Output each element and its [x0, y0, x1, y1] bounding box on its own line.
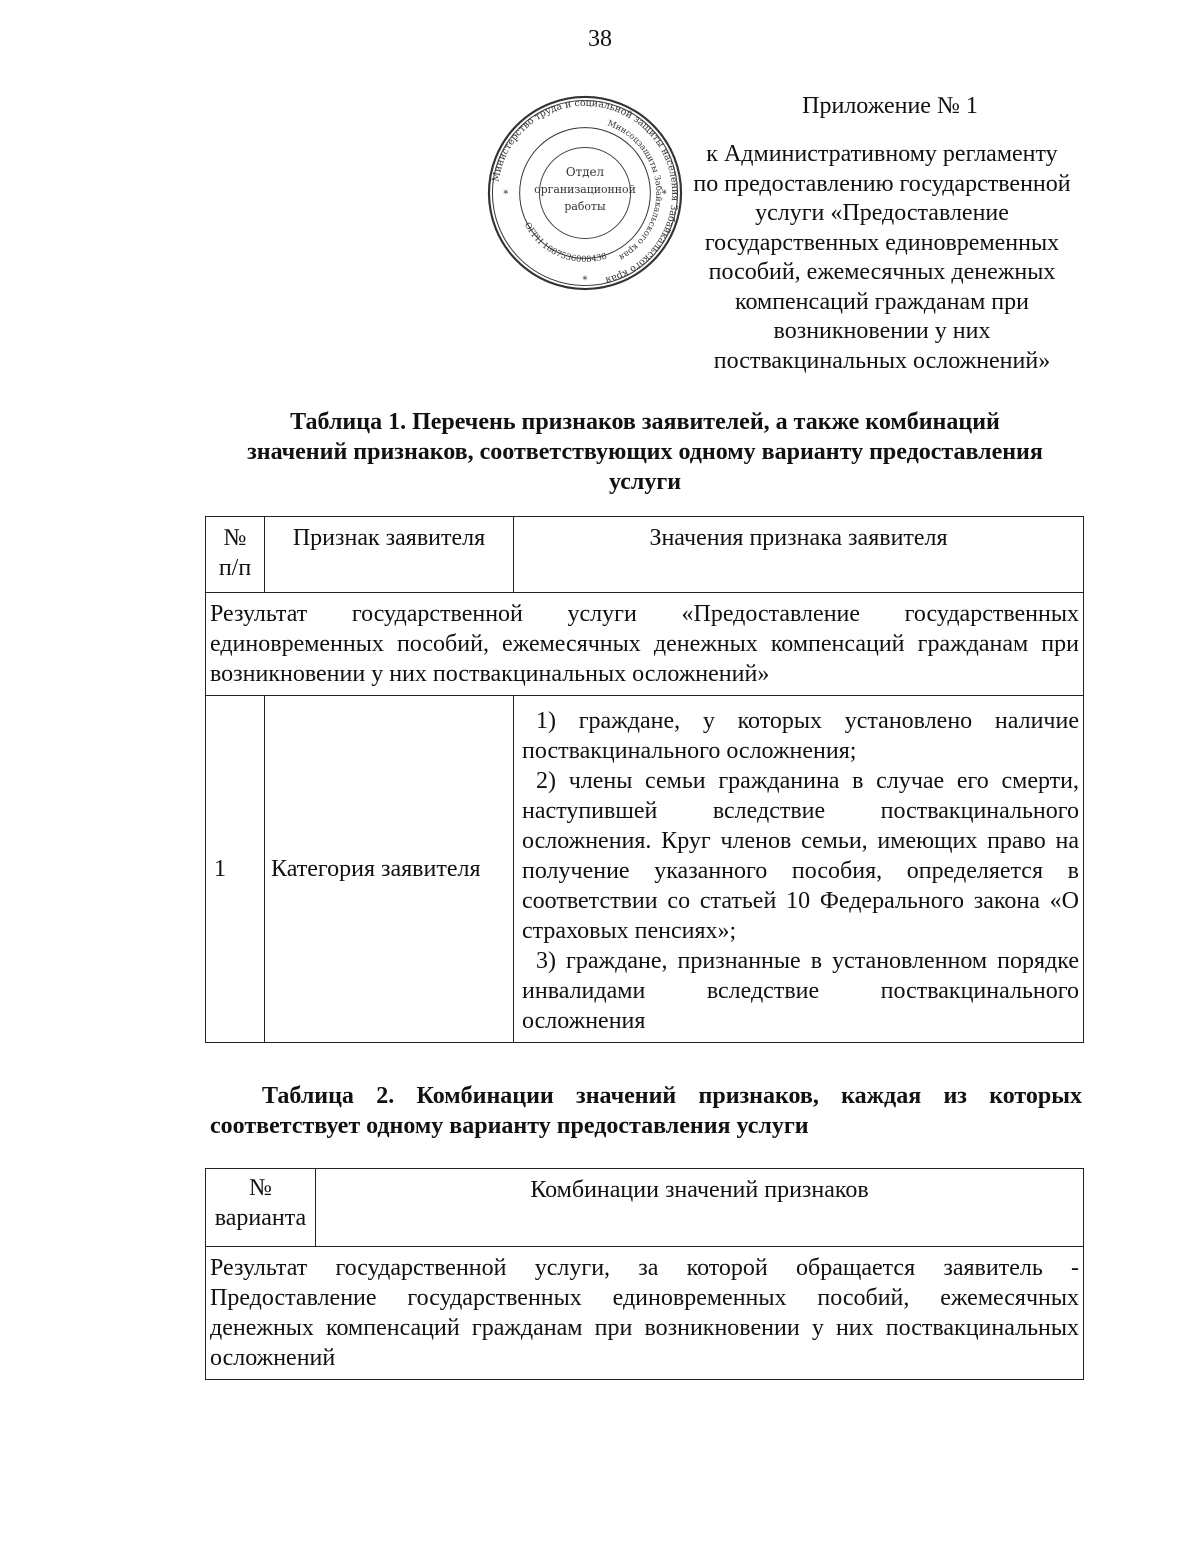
stamp-inner-text: Минсоцзащиты Забайкальского края	[606, 117, 665, 263]
table-1-title-line: значений признаков, соответствующих одному варианту предоставления	[247, 439, 1043, 465]
header-num-line1: №	[223, 525, 247, 551]
table-row	[206, 696, 1084, 1043]
appendix-line: к Административному регламенту	[706, 141, 1058, 167]
stamp-star-right: *	[661, 188, 667, 200]
appendix-line: возникновении у них	[773, 318, 991, 344]
stamp-center-line-3: работы	[564, 199, 606, 213]
table-1-title	[205, 407, 1085, 497]
official-stamp	[486, 94, 684, 292]
table-2-result-row	[206, 1247, 1084, 1380]
stamp-star-left: *	[503, 188, 509, 200]
stamp-outer-text: Министерство труда и социальной защиты населения Забайкальского края	[490, 97, 681, 286]
appendix-line: государственных единовременных	[704, 229, 1060, 256]
table-2-header-row	[206, 1169, 1084, 1247]
table-2-title-text: Таблица 2. Комбинации значений признаков, каждая из которых соответствует одному варианту предоставления услуги	[210, 1083, 1082, 1139]
header-variant-line2: варианта	[214, 1205, 307, 1231]
result-text: Результат государственной услуги, за которой обращается заявитель - Предоставление государственных единовременных пособий, ежемесячных денежных компенсаций гражданам при возникновении у них поствакцинальных осложнений	[206, 1247, 1084, 1380]
header-attribute: Признак заявителя	[265, 517, 514, 593]
value-item: 3) граждане, признанные в установленном порядке инвалидами вследствие поствакцинального осложнения	[522, 948, 1079, 1034]
appendix-line: компенсаций гражданам при	[735, 288, 1029, 315]
result-text: Результат государственной услуги «Предоставление государственных единовременных пособий, ежемесячных денежных компенсаций гражданам при возникновении у них поствакцинальных осложнений»	[206, 593, 1084, 696]
appendix-line: по предоставлению государственной	[693, 170, 1071, 197]
appendix-title: Приложение № 1	[802, 93, 978, 119]
stamp-center-line-1: Отдел	[565, 165, 605, 180]
svg-text:ОГРН 1087536008438	[523, 220, 608, 264]
table-2	[205, 1168, 1084, 1380]
table-1-title-line: услуги	[608, 469, 682, 495]
table-1-header-row	[206, 517, 1084, 593]
appendix-body	[676, 140, 1088, 376]
header-num-line2: п/п	[218, 555, 252, 581]
row-attribute: Категория заявителя	[265, 696, 514, 1043]
appendix-line: пособий, ежемесячных денежных	[708, 259, 1056, 285]
value-item: 1) граждане, у которых установлено наличие поствакцинального осложнения;	[522, 708, 1079, 764]
appendix-line: поствакцинальных осложнений»	[713, 347, 1051, 374]
header-combinations: Комбинации значений признаков	[316, 1169, 1084, 1247]
stamp-star-bottom: *	[582, 275, 588, 287]
stamp-center-line-2: организационной	[534, 183, 636, 196]
row-values	[514, 696, 1084, 1043]
table-2-title	[210, 1081, 1082, 1141]
table-1-result-row	[206, 593, 1084, 696]
page-number: 38	[588, 26, 612, 52]
header-values: Значения признака заявителя	[514, 517, 1084, 593]
table-1-title-line: Таблица 1. Перечень признаков заявителей, а также комбинаций	[290, 409, 1000, 435]
appendix-line: услуги «Предоставление	[755, 200, 1009, 226]
stamp-ogrn-text: ОГРН 1087536008438	[522, 220, 609, 264]
header-num	[206, 517, 265, 593]
row-num: 1	[206, 696, 265, 1043]
header-variant-num	[206, 1169, 316, 1247]
header-variant-line1: №	[249, 1175, 272, 1201]
table-1	[205, 516, 1084, 1043]
value-item: 2) члены семьи гражданина в случае его смерти, наступившей вследствие поствакцинального осложнения. Круг членов семьи, имеющих право на получение указанного пособия, определяется в соответствии со статьей 10 Федерального закона «О страховых пенсиях»;	[522, 768, 1079, 944]
